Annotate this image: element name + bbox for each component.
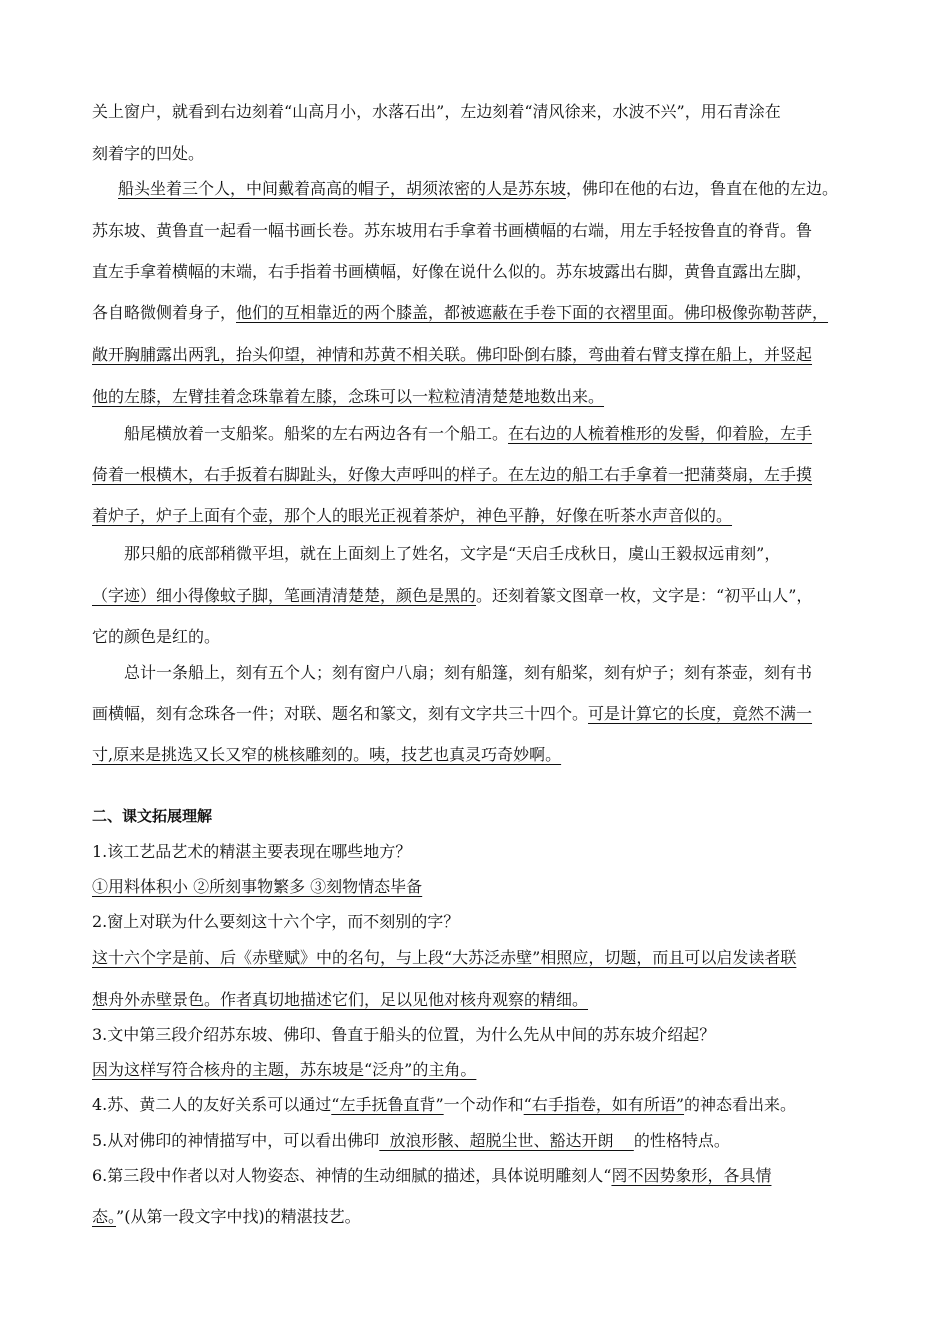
p1-line-1: 关上窗户，就看到右边刻着“山高月小，水落石出”，左边刻着“清风徐来，水波不兴”，用石青涂在: [92, 102, 781, 121]
q6-answer: 态。: [92, 1207, 117, 1226]
p5-text: 画横幅，刻有念珠各一件；对联、题名和篆文，刻有文字共三十四个。: [92, 704, 589, 723]
p2-underlined-text: 他们的互相靠近的两个膝盖，都被遮蔽在手卷下面的衣褶里面。佛印极像弥勒菩萨，: [236, 303, 829, 322]
question-6-line-2: [92, 1206, 361, 1228]
question-2: 2.窗上对联为什么要刻这十六个字，而不刻别的字？: [92, 912, 460, 931]
question-1: 1.该工艺品艺术的精湛主要表现在哪些地方？: [92, 842, 412, 861]
q4-text: 4.苏、黄二人的友好关系可以通过: [92, 1095, 332, 1114]
p2-line-6: 他的左膝，左臂挂着念珠靠着左膝，念珠可以一粒粒清清楚楚地数出来。: [92, 387, 605, 406]
answer-1: ①用料体积小 ②所刻事物繁多 ③刻物情态毕备: [92, 877, 423, 896]
p3-underlined-text: 在右边的人梳着椎形的发髻，仰着脸，左手: [508, 424, 813, 443]
section-heading: 二、课文拓展理解: [92, 807, 213, 825]
q6-text: ”(从第一段文字中找)的精湛技艺。: [116, 1207, 361, 1226]
answer-2-line-2: 想舟外赤壁景色。作者真切地描述它们，足以见他对核舟观察的精细。: [92, 990, 589, 1009]
p2-line-1: [92, 178, 838, 200]
p2-line-5: 敞开胸脯露出两乳，抬头仰望，神情和苏黄不相关联。佛印卧倒右膝，弯曲着右臂支撑在船上，并竖起: [92, 345, 813, 364]
p3-line-3: 着炉子，炉子上面有个壶，那个人的眼光正视着茶炉，神色平静，好像在听茶水声音似的。: [92, 506, 733, 525]
q5-text: 的性格特点。: [633, 1131, 730, 1150]
q6-answer: 罔不因势象形，各具情: [611, 1166, 772, 1185]
p2-line-4: [92, 302, 828, 324]
p5-underlined-text: 可是计算它的长度，竟然不满一: [588, 704, 813, 723]
p3-line-1: [124, 423, 812, 445]
p2-line-3: 直左手拿着横幅的末端，右手指着书画横幅，好像在说什么似的。苏东坡露出右脚，黄鲁直露出左脚，: [92, 262, 813, 281]
p5-line-1: 总计一条船上，刻有五个人；刻有窗户八扇；刻有船篷，刻有船桨，刻有炉子；刻有茶壶，刻有书: [124, 663, 813, 682]
q5-answer: 放浪形骸、超脱尘世、豁达开朗: [379, 1131, 634, 1150]
q5-text: 5.从对佛印的神情描写中，可以看出佛印: [92, 1131, 380, 1150]
p4-line-3: 它的颜色是红的。: [92, 627, 221, 646]
p2-text: 各自略微侧着身子，: [92, 303, 237, 322]
question-3: 3.文中第三段介绍苏东坡、佛印、鲁直于船头的位置，为什么先从中间的苏东坡介绍起？: [92, 1025, 716, 1044]
p2-text: ，佛印在他的右边，鲁直在他的左边。: [566, 179, 839, 198]
q4-text: 的神态看出来。: [684, 1095, 797, 1114]
p4-line-2: [92, 585, 812, 607]
p4-text: 。还刻着篆文图章一枚，文字是：“初平山人”，: [476, 586, 813, 605]
q4-answer-1: “左手抚鲁直背”: [331, 1095, 444, 1114]
p3-text: 船尾横放着一支船桨。船桨的左右两边各有一个船工。: [124, 424, 509, 443]
q4-text: 一个动作和: [443, 1095, 524, 1114]
p2-underlined-text: 船头坐着三个人，中间戴着高高的帽子，胡须浓密的人是苏东坡: [118, 179, 567, 198]
q4-answer-2: “右手指卷，如有所语”: [523, 1095, 685, 1114]
p5-line-3: 寸,原来是挑选又长又窄的桃核雕刻的。咦，技艺也真灵巧奇妙啊。: [92, 745, 562, 764]
p3-line-2: 倚着一根横木，右手扳着右脚趾头，好像大声呼叫的样子。在左边的船工右手拿着一把蒲葵扇，左手摸: [92, 465, 813, 484]
question-4: [92, 1094, 796, 1116]
answer-2-line-1: 这十六个字是前、后《赤壁赋》中的名句，与上段“大苏泛赤壁”相照应，切题，而且可以启发读者联: [92, 948, 797, 967]
p4-underlined-text: （字迹）细小得像蚊子脚，笔画清清楚楚，颜色是黑的: [92, 586, 477, 605]
p4-line-1: 那只船的底部稍微平坦，就在上面刻上了姓名，文字是“天启壬戌秋日，虞山王毅叔远甫刻”，: [124, 544, 781, 563]
p1-line-2: 刻着字的凹处。: [92, 144, 205, 163]
question-5: [92, 1130, 730, 1152]
answer-3: 因为这样写符合核舟的主题，苏东坡是“泛舟”的主角。: [92, 1060, 477, 1079]
p2-line-2: 苏东坡、黄鲁直一起看一幅书画长卷。苏东坡用右手拿着书画横幅的右端，用左手轻按鲁直的脊背。鲁: [92, 221, 813, 240]
p5-line-2: [92, 703, 812, 725]
q6-text: 6.第三段中作者以对人物姿态、神情的生动细腻的描述，具体说明雕刻人“: [92, 1166, 612, 1185]
question-6-line-1: [92, 1165, 771, 1187]
